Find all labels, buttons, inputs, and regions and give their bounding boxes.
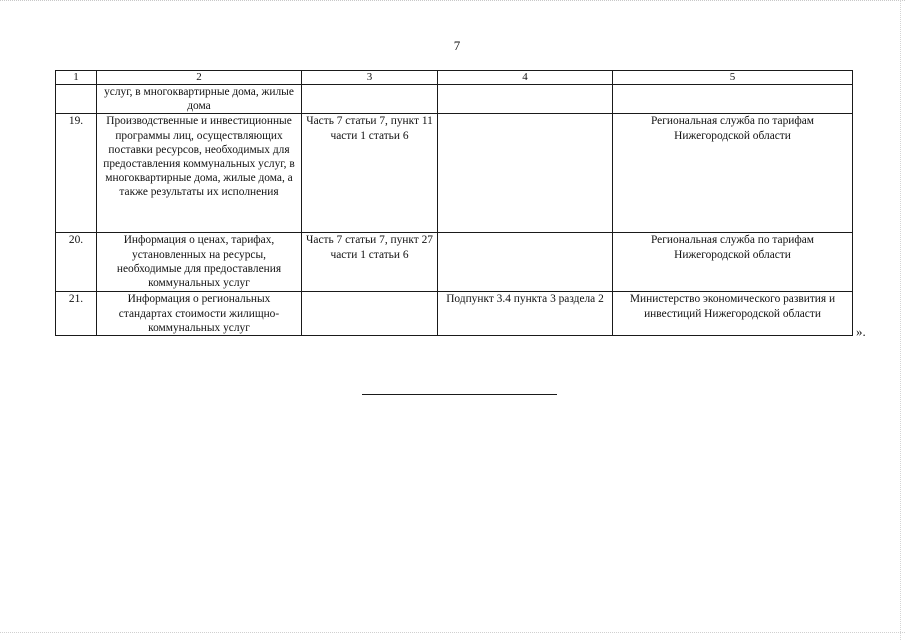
page-number: 7 [453,38,461,53]
regulation-reference-cell [438,85,613,114]
row-number-cell: 19. [56,114,97,233]
header-cell-5: 5 [613,71,853,85]
regulation-reference-cell [438,114,613,233]
info-cell: Информация о региональных стандартах стоимости жилищно-коммунальных услуг [97,292,302,336]
law-reference-cell: Часть 7 статьи 7, пункт 11 части 1 статьи 6 [302,114,438,233]
info-cell: Информация о ценах, тарифах, установленных на ресурсы, необходимые для предоставления коммунальных услуг [97,233,302,292]
header-cell-2: 2 [97,71,302,85]
scan-edge-right [900,0,901,640]
authority-cell: Региональная служба по тарифам Нижегородской области [613,233,853,292]
header-cell-1: 1 [56,71,97,85]
table-row [56,85,853,114]
law-reference-cell: Часть 7 статьи 7, пункт 27 части 1 статьи 6 [302,233,438,292]
table-row [56,233,853,292]
table-header-row [56,71,853,85]
law-reference-cell [302,85,438,114]
table-row [56,114,853,233]
info-cell: услуг, в многоквартирные дома, жилые дома [97,85,302,114]
document-table [55,70,853,336]
row-number-cell [56,85,97,114]
info-cell: Производственные и инвестиционные программы лиц, осуществляющих поставки ресурсов, необходимых для предоставления коммунальных услуг, в многоквартирные дома, жилые дома, а также результаты их исполнения [97,114,302,233]
scan-edge-top [0,0,905,1]
law-reference-cell [302,292,438,336]
authority-cell: Министерство экономического развития и инвестиций Нижегородской области [613,292,853,336]
table-row [56,292,853,336]
authority-cell: Региональная служба по тарифам Нижегородской области [613,114,853,233]
authority-cell [613,85,853,114]
row-number-cell: 21. [56,292,97,336]
regulation-reference-cell [438,233,613,292]
end-rule [362,394,557,395]
regulation-reference-cell: Подпункт 3.4 пункта 3 раздела 2 [438,292,613,336]
header-cell-4: 4 [438,71,613,85]
scan-edge-bottom [0,632,905,633]
row-number-cell: 20. [56,233,97,292]
closing-quote: ». [856,324,866,339]
header-cell-3: 3 [302,71,438,85]
